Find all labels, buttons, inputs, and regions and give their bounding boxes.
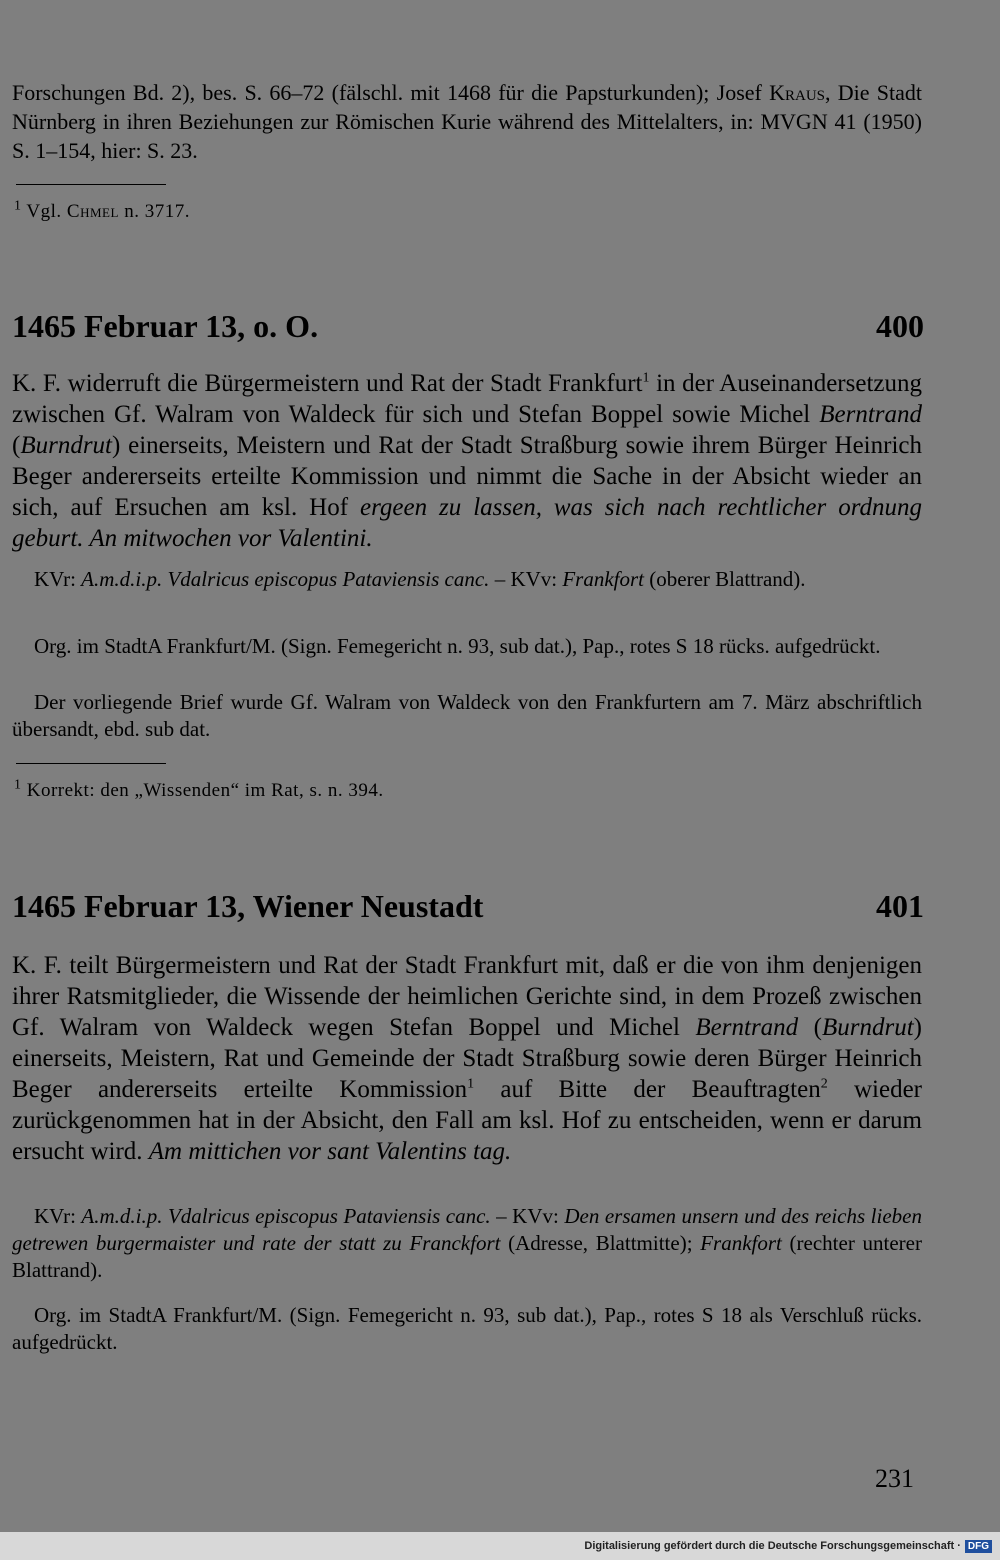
summary-text: ) einerseits, Meistern, Rat und Gemeinde der Stadt Straßburg sowie deren Bürger Heinrich Beger andererseits erteilte Kommission (12, 1014, 922, 1103)
doc-400-original: Org. im StadtA Frankfurt/M. (Sign. Femegericht n. 93, sub dat.), Pap., rotes S 18 rücks. aufgedrückt. (34, 634, 881, 658)
footnote-mark: 1 (14, 777, 22, 793)
footnote-ref: 1 (467, 1076, 475, 1092)
doc-401-date: 1465 Februar 13, Wiener Neustadt (12, 888, 484, 924)
dfg-logo-icon: DFG (965, 1540, 992, 1553)
meta-text: (oberer Blattrand). (644, 567, 806, 591)
doc-400-number: 400 (876, 308, 924, 344)
summary-text: K. F. widerruft die Bürgermeistern und Rat der Stadt Frankfurt (12, 370, 643, 397)
intro-text-end: , Die Stadt Nürnberg in ihren Beziehungen zur Römischen Kurie während des Mittelalters, in: MVGN 41 (1950) S. 1–154, hier: S. 23. (12, 80, 922, 163)
doc-401-number: 401 (876, 888, 924, 924)
footer-text: Digitalisierung gefördert durch die Deutsche Forschungsgemeinschaft · (584, 1540, 961, 1552)
meta-text: – KVv: (489, 567, 563, 591)
previous-footnote (14, 200, 190, 224)
doc-400-note: Der vorliegende Brief wurde Gf. Walram von Waldeck von den Frankfurtern am 7. März abschriftlich übersandt, ebd. sub dat. (12, 690, 922, 741)
summary-text: ( (12, 432, 21, 459)
meta-text: KVr: (34, 567, 82, 591)
name-variant: Burndrut (20, 432, 113, 459)
quotation: ergeen zu lassen, was sich nach rechtlicher ordnung geburt. An mitwochen vor Valentini. (12, 494, 922, 552)
meta-text: (Adresse, Blattmitte); (500, 1231, 701, 1255)
name-variant: Berntrand (819, 401, 922, 428)
intro-author: Kraus (769, 80, 826, 105)
doc-400-date: 1465 Februar 13, o. O. (12, 308, 319, 344)
footnote-author: Chmel (66, 201, 119, 222)
doc-401-endorsement (12, 1203, 922, 1284)
footnote-text: Vgl. (21, 201, 67, 222)
doc-400-summary (12, 368, 922, 554)
footnote-mark: 1 (14, 198, 22, 214)
meta-text: – KVv: (490, 1204, 565, 1228)
page-number: 231 (875, 1464, 914, 1493)
doc-400-heading (12, 306, 924, 346)
quotation: Am mittichen vor sant Valentins tag. (148, 1138, 512, 1165)
footnote-text: Korrekt: den „Wissenden“ im Rat, s. n. 394. (21, 780, 384, 801)
doc-401-original: Org. im StadtA Frankfurt/M. (Sign. Femegericht n. 93, sub dat.), Pap., rotes S 18 als Verschluß rücks. aufgedrückt. (12, 1303, 922, 1354)
intro-text: Forschungen Bd. 2), bes. S. 66–72 (fälschl. mit 1468 für die Papsturkunden); Josef (12, 80, 770, 105)
footnote-text-end: n. 3717. (118, 201, 190, 222)
meta-italic: Den ersamen unsern und des reichs lieben getrewen burgermaister und rate der statt zu Franckfort (12, 1204, 922, 1255)
summary-text: ( (798, 1014, 822, 1041)
doc-401-heading (12, 886, 924, 926)
name-variant: Burndrut (821, 1014, 914, 1041)
summary-text: K. F. teilt Bürgermeistern und Rat der Stadt Frankfurt mit, daß er die von ihm denjenigen ihrer Ratsmitglieder, die Wissende der heimlichen Gerichte sind, in dem Prozeß zwischen Gf. Walram von Waldeck wegen Stefan Boppel und Michel (12, 952, 922, 1041)
footnote-rule (16, 184, 166, 185)
doc-401-summary (12, 950, 922, 1167)
doc-400-endorsement (12, 566, 922, 593)
meta-italic: A.m.d.i.p. Vdalricus episcopus Pataviensis canc. (81, 1204, 491, 1228)
summary-text: wieder zurückgenommen hat in der Absicht, den Fall am ksl. Hof zu entscheiden, wenn er darum ersucht wird. (12, 1076, 922, 1165)
footnote-ref: 1 (642, 370, 650, 386)
meta-italic: Frankfort (562, 567, 645, 591)
name-variant: Berntrand (695, 1014, 799, 1041)
summary-text: auf Bitte der Beauftragten (474, 1076, 821, 1103)
meta-italic: A.m.d.i.p. Vdalricus episcopus Pataviensis canc. (81, 567, 490, 591)
meta-text: (rechter unterer Blattrand). (12, 1231, 922, 1282)
summary-text: in der Auseinandersetzung zwischen Gf. Walram von Waldeck für sich und Stefan Boppel sowie Michel (12, 370, 922, 428)
meta-text: KVr: (34, 1204, 82, 1228)
summary-text: ) einerseits, Meistern und Rat der Stadt Straßburg sowie ihrem Bürger Heinrich Beger andererseits erteilte Kommission und nimmt die Sache in der Absicht wieder an sich, auf Ersuchen am ksl. Hof (12, 432, 922, 521)
footnote-rule (16, 763, 166, 764)
meta-italic: Frankfort (700, 1231, 782, 1255)
doc-400-footnote (14, 779, 384, 803)
previous-note-continuation (12, 78, 922, 165)
funding-footer (0, 1532, 1000, 1560)
footnote-ref: 2 (820, 1076, 828, 1092)
